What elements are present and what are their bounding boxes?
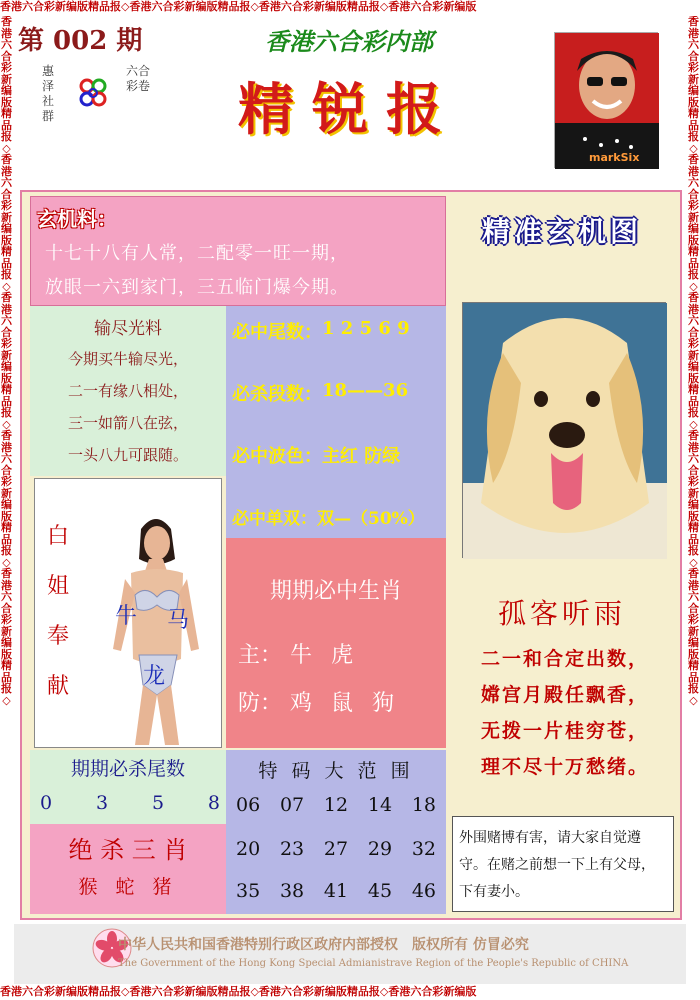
- zodiac-title: 期期必中生肖: [269, 579, 402, 604]
- special-number: 35: [236, 880, 261, 902]
- special-number: 06: [236, 794, 261, 816]
- zodiac-alt: [238, 686, 438, 716]
- zodiac-main-value: 牛 虎: [290, 643, 360, 668]
- zodiac-alt-value: 鸡 鼠 狗: [290, 691, 401, 716]
- footer-line-2: The Government of the Hong Kong Special Admianistrave Region of the People's Republic of CHINA: [118, 958, 629, 969]
- special-number: 41: [323, 880, 349, 902]
- dedication-char-1: 白: [47, 524, 70, 549]
- kill-tail-number: 0: [40, 792, 53, 814]
- special-number: 12: [323, 794, 349, 816]
- kill-three-animals: 猴 蛇 猪: [78, 876, 178, 898]
- right-panel: [446, 196, 678, 914]
- special-number: 23: [279, 838, 305, 860]
- poem-line-1: 二一和合定出数，: [480, 648, 649, 670]
- issue-number: 第 002 期: [18, 26, 143, 56]
- prediction-wave-color: [232, 442, 444, 472]
- notice-box: 外围赌博有害，请大家自觉遵守。在赌之前想一下上有父母，下有妻小。: [452, 816, 674, 912]
- special-number: 38: [279, 880, 305, 902]
- mascot-photo: [554, 32, 658, 168]
- group-right-label: 六合彩卷: [126, 64, 151, 93]
- zodiac-main-label: 主：: [238, 643, 283, 668]
- dedication-box: [34, 478, 222, 748]
- special-range-row-3: [236, 880, 436, 906]
- special-number: 46: [411, 880, 436, 902]
- main-title: 精锐报: [238, 77, 460, 143]
- kill-tail-number: 8: [207, 792, 220, 814]
- top-marquee: 香港六合彩新编版精品报◇香港六合彩新编版精品报◇香港六合彩新编版精品报◇香港六合彩新编版: [0, 0, 477, 13]
- kill-tail-numbers: [40, 792, 220, 818]
- prediction-odd-even: [232, 504, 444, 534]
- kill-tail-title: 期期必杀尾数: [70, 758, 185, 780]
- bottom-marquee: 香港六合彩新编版精品报◇香港六合彩新编版精品报◇香港六合彩新编版精品报◇香港六合彩新编版: [0, 985, 477, 998]
- lose-all-line-2: 二一有缘八相处，: [67, 382, 188, 400]
- subtitle: 香港六合彩内部: [265, 27, 433, 56]
- special-range-title: 特 码 大 范 围: [258, 760, 414, 782]
- prediction-kill-range-value: 18——36: [322, 380, 409, 401]
- left-marquee: 香港六合彩新编版精品报◇香港六合彩新编版精品报◇香港六合彩新编版精品报◇香港六合彩新编版精品报◇香港六合彩新编版精品报◇: [1, 16, 12, 707]
- mystery-heading: 玄机料：: [37, 207, 117, 231]
- mystery-line-2: 放眼一六到家门，三五临门爆今期。: [45, 277, 349, 298]
- lose-all-line-4: 一头八九可跟随。: [67, 446, 188, 464]
- prediction-kill-range-label: 必杀段数：: [232, 384, 322, 405]
- right-panel-title: 精准玄机图: [481, 215, 642, 248]
- group-left-label: 惠泽社群: [42, 64, 55, 123]
- special-range-row-1: [236, 794, 436, 820]
- prediction-tail: [232, 318, 444, 348]
- prediction-tail-label: 必中尾数：: [232, 322, 322, 343]
- zodiac-box: [226, 538, 446, 748]
- prediction-wave-color-label: 必中波色：: [232, 446, 322, 467]
- kill-three-box: [30, 824, 226, 914]
- footer: [14, 924, 686, 984]
- poem-line-4: 理不尽十万愁绪。: [480, 756, 649, 778]
- special-range-row-2: [236, 838, 436, 864]
- puppy-image: [462, 302, 666, 558]
- prediction-odd-even-value: 双—（50%）: [317, 509, 425, 529]
- lose-all-box: [30, 306, 226, 476]
- kill-tail-number: 3: [95, 792, 109, 814]
- overlay-ox: 牛: [115, 604, 138, 629]
- poem-title: 孤客听雨: [497, 597, 626, 630]
- dedication-char-4: 献: [47, 674, 70, 699]
- prediction-wave-color-value: 主红 防绿: [322, 446, 401, 467]
- zodiac-main: [238, 638, 438, 668]
- lottery-logo: [76, 76, 110, 110]
- zodiac-alt-label: 防：: [238, 691, 283, 716]
- prediction-kill-range: [232, 380, 444, 410]
- lose-all-line-3: 三一如箭八在弦，: [67, 414, 188, 432]
- footer-line-1: 中华人民共和国香港特别行政区政府内部授权 版权所有 仿冒必究: [118, 937, 529, 953]
- kill-three-title: 绝 杀 三 肖: [68, 836, 188, 864]
- header: [14, 14, 686, 162]
- predictions-box: [226, 306, 446, 538]
- special-number: 29: [367, 838, 393, 860]
- special-range-box: [226, 750, 446, 914]
- dedication-char-3: 奉: [47, 624, 70, 649]
- poem-line-3: 无拨一片桂穷苍，: [480, 720, 649, 742]
- marksix-logo-text: markSix: [589, 151, 640, 164]
- special-number: 18: [411, 794, 436, 816]
- mystery-box: [30, 196, 446, 306]
- prediction-tail-value: 1 2 5 6 9: [322, 318, 410, 339]
- lose-all-title: 输尽光料: [94, 319, 162, 339]
- poem-line-2: 嫦宫月殿任飘香，: [480, 684, 649, 706]
- right-marquee: 香港六合彩新编版精品报◇香港六合彩新编版精品报◇香港六合彩新编版精品报◇香港六合彩新编版精品报◇香港六合彩新编版精品报◇: [688, 16, 699, 707]
- special-number: 14: [367, 794, 393, 816]
- dedication-char-2: 姐: [47, 574, 70, 599]
- overlay-horse: 马: [167, 608, 190, 633]
- mystery-line-1: 十七十八有人常，二配零一旺一期，: [45, 243, 349, 264]
- special-number: 32: [411, 838, 436, 860]
- lose-all-line-1: 今期买牛输尽光，: [67, 350, 188, 368]
- kill-tail-number: 5: [151, 792, 165, 814]
- prediction-odd-even-label: 必中单双：: [232, 509, 317, 529]
- special-number: 20: [236, 838, 261, 860]
- special-number: 27: [323, 838, 349, 860]
- special-number: 45: [367, 880, 393, 902]
- special-number: 07: [279, 794, 305, 816]
- overlay-dragon: 龙: [143, 664, 166, 689]
- kill-tail-box: [30, 750, 226, 824]
